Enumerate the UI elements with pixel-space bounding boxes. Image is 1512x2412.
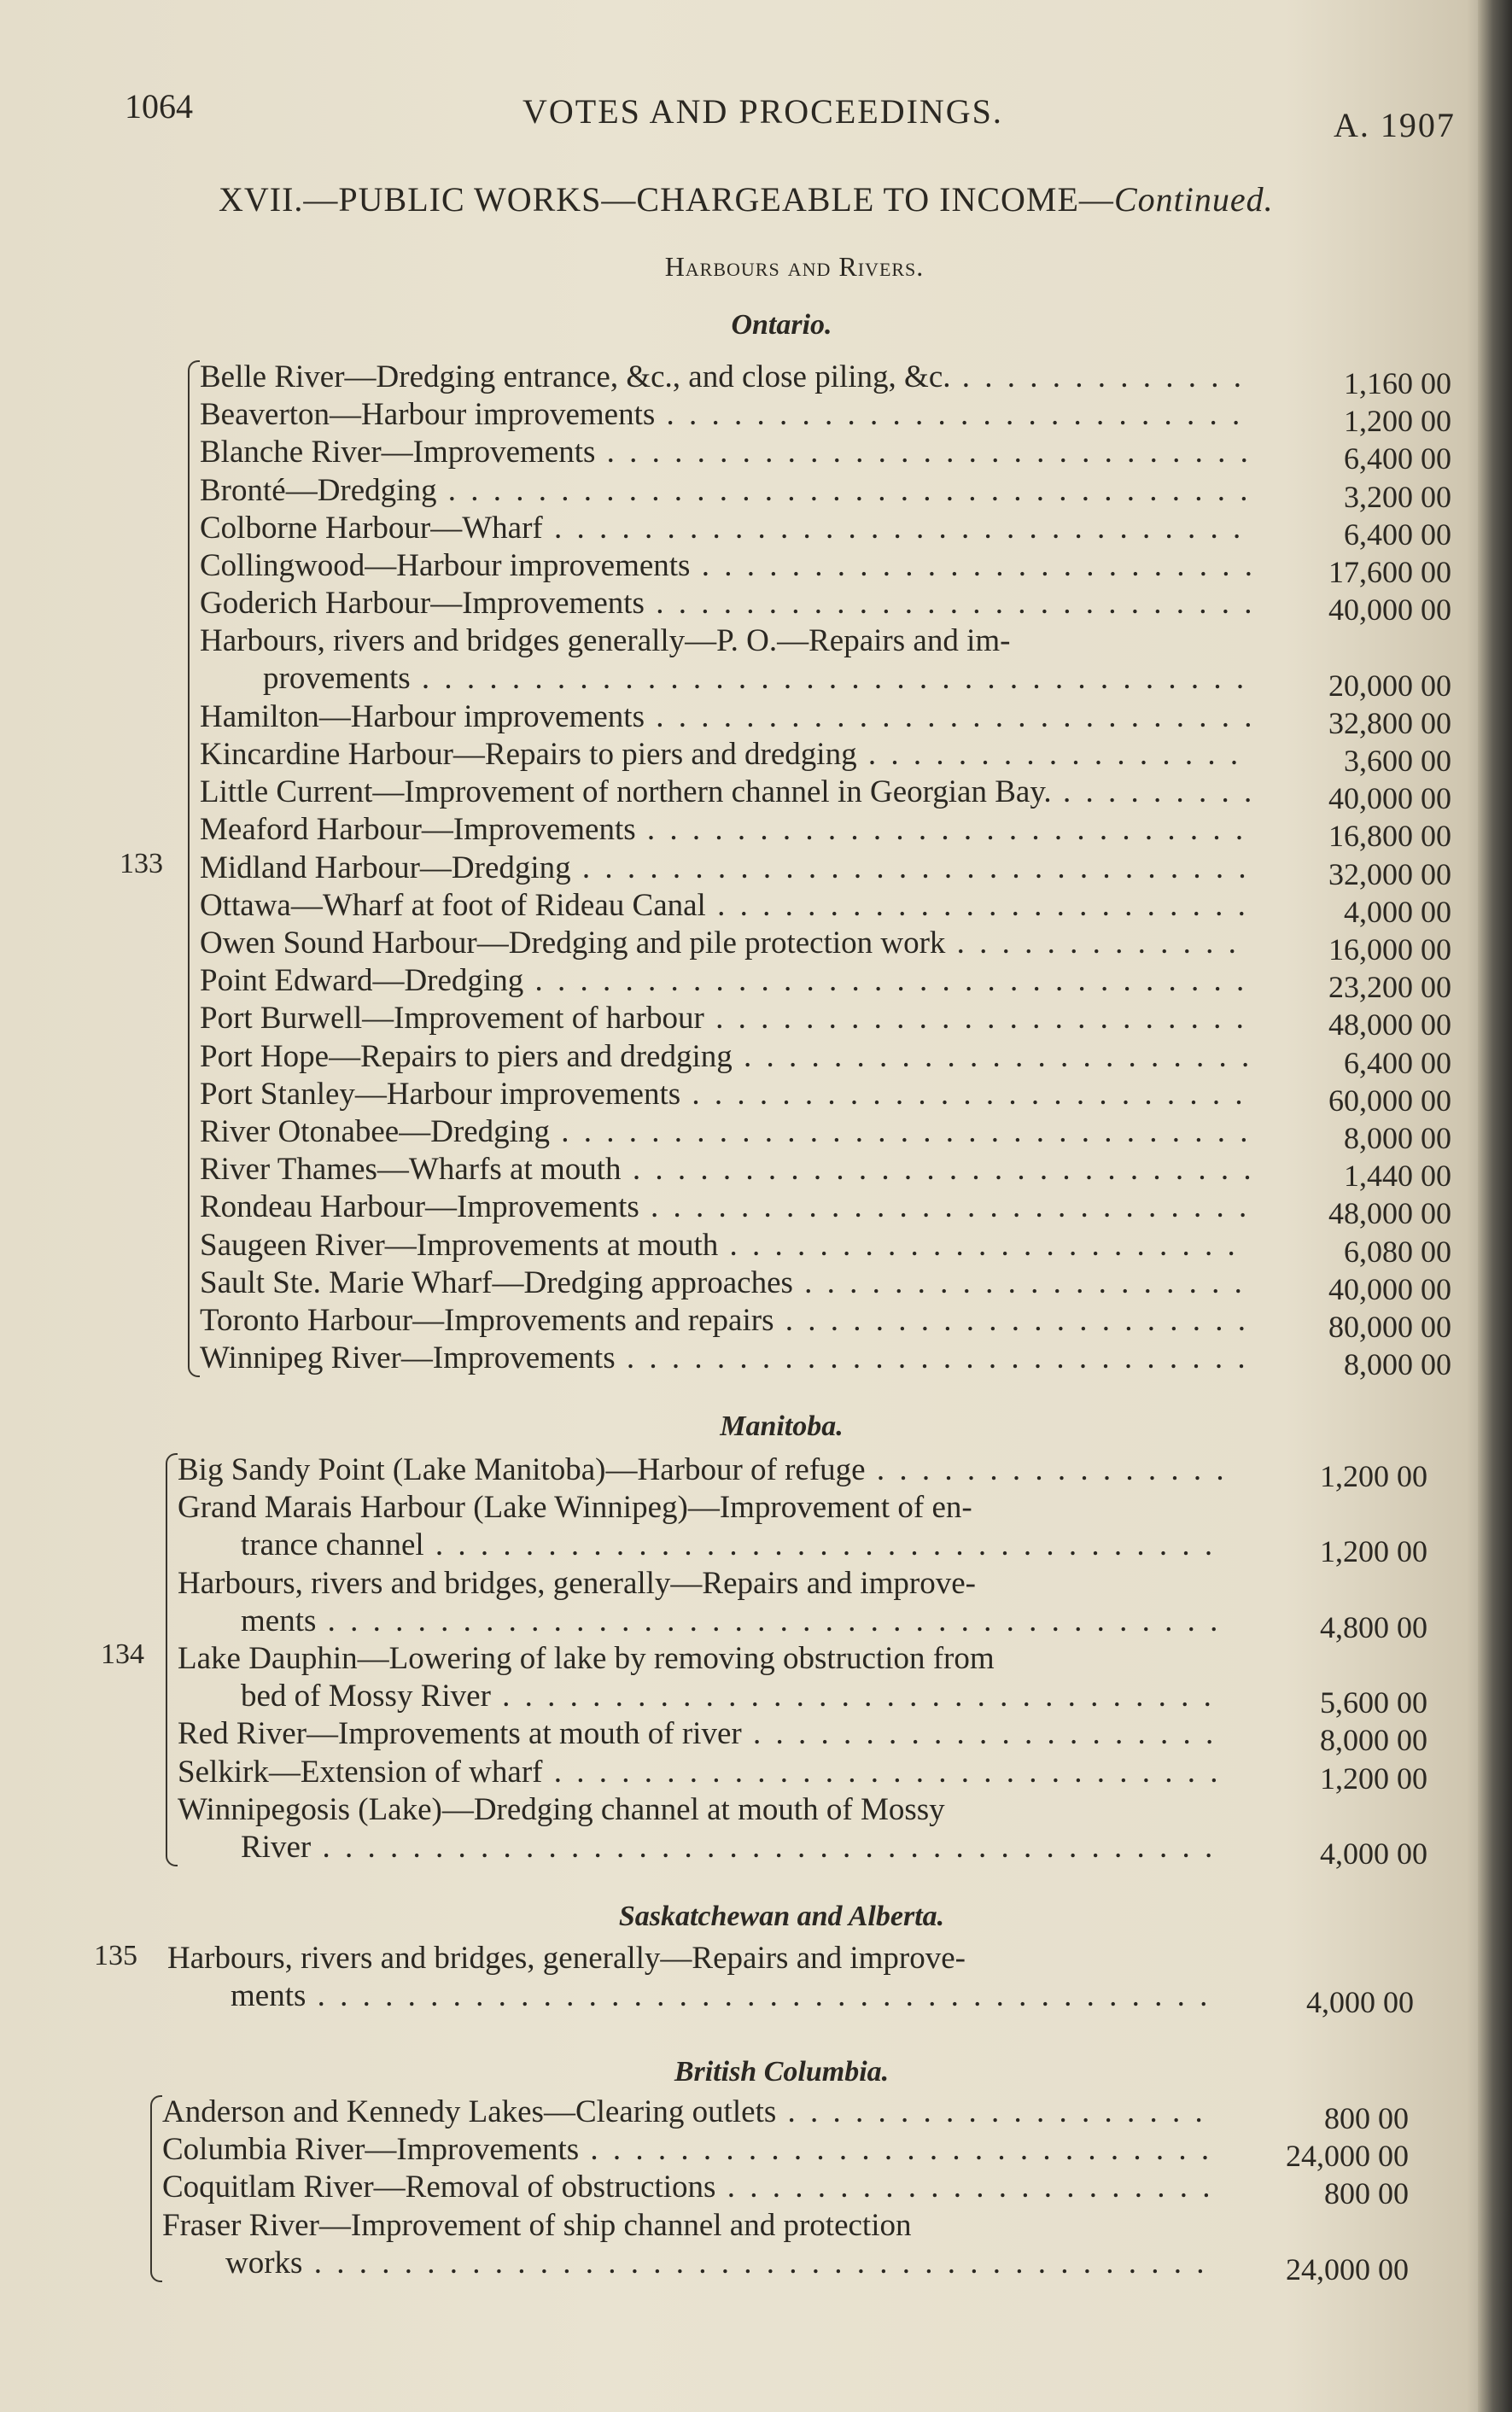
item-amount: 40,000 00 (1328, 593, 1451, 628)
item-amount: 4,000 00 (1306, 1985, 1414, 2020)
item-description: Port Stanley—Harbour improvements (200, 1076, 681, 1112)
item-description: Sault Ste. Marie Wharf—Dredging approaches (200, 1264, 793, 1300)
estimate-item (200, 1113, 1252, 1151)
item-description: Ottawa—Wharf at foot of Rideau Canal (200, 887, 706, 923)
leader-dots (866, 1452, 1224, 1487)
estimate-item (200, 510, 1252, 547)
estimate-item (200, 622, 1252, 698)
item-description: Hamilton—Harbour improvements (200, 698, 645, 734)
estimate-item (200, 811, 1252, 849)
session-year: A. 1907 (1334, 106, 1456, 144)
item-amount: 20,000 00 (1328, 668, 1451, 703)
leader-dots (774, 1303, 1252, 1338)
estimate-item (200, 1151, 1252, 1188)
leader-dots (491, 1679, 1224, 1714)
leader-dots (655, 397, 1252, 432)
item-description: Little Current—Improvement of northern channel in Georgian Bay. (200, 774, 1052, 810)
item-description: Collingwood—Harbour improvements (200, 548, 691, 583)
leader-dots (636, 812, 1252, 847)
estimate-item (178, 1565, 1224, 1640)
item-description: Midland Harbour—Dredging (200, 850, 571, 885)
book-spine-shadow (1478, 0, 1512, 2412)
item-description-continued: ments (231, 1978, 306, 2013)
estimate-item (200, 698, 1252, 736)
leader-dots (571, 850, 1252, 885)
item-amount: 8,000 00 (1344, 1347, 1451, 1382)
item-amount: 3,200 00 (1344, 479, 1451, 514)
leader-dots (951, 359, 1252, 394)
item-amount: 16,000 00 (1328, 932, 1451, 967)
item-amount: 1,160 00 (1344, 366, 1451, 400)
item-amount: 17,600 00 (1328, 555, 1451, 589)
leader-dots (1052, 774, 1252, 809)
leader-dots (616, 1340, 1252, 1375)
vote-number: 134 (101, 1638, 144, 1671)
item-description: Saugeen River—Improvements at mouth (200, 1227, 719, 1263)
item-description: Belle River—Dredging entrance, &c., and close piling, &c. (200, 359, 951, 394)
leader-dots (543, 511, 1252, 546)
item-description: Point Edward—Dredging (200, 963, 524, 999)
item-amount: 4,800 00 (1320, 1609, 1427, 1644)
estimate-item (200, 359, 1252, 396)
estimate-item (178, 1754, 1224, 1791)
item-description-continued: trance channel (241, 1527, 424, 1563)
item-description: Winnipeg River—Improvements (200, 1340, 616, 1376)
item-amount: 1,200 00 (1320, 1459, 1427, 1493)
estimate-item (200, 962, 1252, 1000)
estimate-item (178, 1715, 1224, 1753)
leader-dots (645, 699, 1252, 734)
item-amount: 1,200 00 (1320, 1534, 1427, 1569)
estimate-item (200, 736, 1252, 774)
item-description: Winnipegosis (Lake)—Dredging channel at mouth of Mossy (178, 1791, 945, 1827)
estimate-item (178, 1640, 1224, 1715)
item-amount: 5,600 00 (1320, 1685, 1427, 1720)
estimate-item (200, 396, 1252, 434)
leader-dots (622, 1152, 1252, 1187)
estimate-item (200, 547, 1252, 585)
estimate-item (162, 2169, 1212, 2206)
item-amount: 8,000 00 (1320, 1723, 1427, 1758)
item-description: Owen Sound Harbour—Dredging and pile protection work (200, 926, 946, 961)
item-amount: 3,600 00 (1344, 744, 1451, 778)
group-brace (150, 2095, 162, 2282)
leader-dots (704, 1001, 1252, 1036)
item-description: Harbours, rivers and bridges, generally—Repairs and improve- (178, 1565, 976, 1601)
leader-dots (436, 473, 1252, 508)
item-description: Fraser River—Improvement of ship channel and protection (162, 2207, 912, 2243)
estimate-item (162, 2131, 1212, 2169)
leader-dots (857, 737, 1252, 772)
leader-dots (302, 2246, 1212, 2281)
item-amount: 1,200 00 (1320, 1761, 1427, 1796)
item-amount: 32,000 00 (1328, 856, 1451, 891)
item-description: River Thames—Wharfs at mouth (200, 1152, 622, 1188)
item-amount: 23,200 00 (1328, 970, 1451, 1005)
estimate-item (200, 1340, 1252, 1377)
item-description: River Otonabee—Dredging (200, 1114, 550, 1149)
estimate-item (200, 774, 1252, 811)
item-description: Lake Dauphin—Lowering of lake by removing obstruction from (178, 1641, 995, 1676)
item-amount: 24,000 00 (1286, 2139, 1409, 2174)
item-amount: 1,200 00 (1344, 404, 1451, 439)
item-amount: 6,080 00 (1344, 1234, 1451, 1269)
leader-dots (542, 1755, 1224, 1790)
item-description: Beaverton—Harbour improvements (200, 397, 656, 433)
leader-dots (411, 661, 1252, 696)
section-title-continued: Continued. (1113, 180, 1274, 219)
leader-dots (945, 926, 1252, 961)
group-brace (188, 360, 200, 1377)
item-description: Red River—Improvements at mouth of river (178, 1716, 742, 1752)
section-title (219, 179, 1414, 219)
item-description: Blanche River—Improvements (200, 435, 596, 470)
item-description-continued: ments (241, 1603, 317, 1638)
item-description: Rondeau Harbour—Improvements (200, 1189, 639, 1225)
vote-number: 135 (94, 1940, 137, 1971)
item-amount: 80,000 00 (1328, 1310, 1451, 1344)
estimate-item (178, 1489, 1224, 1564)
item-description-continued: works (225, 2245, 303, 2281)
item-description: Harbours, rivers and bridges generally—P. O.—Repairs and im- (200, 623, 1011, 659)
section-title-main: XVII.—PUBLIC WORKS—CHARGEABLE TO INCOME— (219, 180, 1114, 219)
leader-dots (550, 1114, 1252, 1149)
vote-number: 133 (120, 847, 163, 879)
item-amount: 60,000 00 (1328, 1083, 1451, 1118)
estimate-item (200, 1038, 1252, 1076)
item-description: Bronté—Dredging (200, 472, 437, 508)
item-amount: 6,400 00 (1344, 1045, 1451, 1080)
item-description: Port Hope—Repairs to piers and dredging (200, 1038, 733, 1074)
group-brace (166, 1453, 178, 1866)
page-header (0, 81, 1512, 144)
estimate-item (162, 2207, 1212, 2282)
leader-dots (715, 2170, 1212, 2205)
estimate-item (200, 1000, 1252, 1037)
item-description: Kincardine Harbour—Repairs to piers and dredging (200, 737, 857, 772)
estimate-item (200, 1188, 1252, 1226)
item-amount: 32,800 00 (1328, 705, 1451, 740)
item-description-continued: bed of Mossy River (241, 1679, 491, 1714)
item-description: Columbia River—Improvements (162, 2132, 580, 2168)
leader-dots (793, 1265, 1252, 1300)
region-heading-saskatchewan: Saskatchewan and Alberta. (618, 1901, 945, 1932)
leader-dots (742, 1716, 1224, 1751)
item-amount: 48,000 00 (1328, 1196, 1451, 1231)
item-description: Port Burwell—Improvement of harbour (200, 1001, 704, 1037)
leader-dots (639, 1189, 1252, 1224)
estimate-item (200, 925, 1252, 962)
leader-dots (523, 963, 1252, 998)
leader-dots (424, 1527, 1224, 1562)
leader-dots (706, 888, 1252, 923)
estimate-item (200, 887, 1252, 925)
leader-dots (680, 1077, 1252, 1112)
estimate-item (162, 2094, 1212, 2131)
leader-dots (316, 1603, 1224, 1638)
item-amount: 8,000 00 (1344, 1121, 1451, 1155)
estimate-item (200, 850, 1252, 887)
estimate-item (200, 585, 1252, 622)
estimate-item (167, 1940, 1219, 2015)
item-amount: 16,800 00 (1328, 819, 1451, 854)
item-description: Big Sandy Point (Lake Manitoba)—Harbour of refuge (178, 1452, 866, 1487)
section-subtitle: Harbours and Rivers. (664, 251, 925, 282)
region-heading-manitoba: Manitoba. (720, 1410, 844, 1442)
item-description: Meaford Harbour—Improvements (200, 812, 636, 848)
item-description: Colborne Harbour—Wharf (200, 510, 543, 546)
estimate-item (200, 1264, 1252, 1302)
item-amount: 800 00 (1324, 2176, 1409, 2211)
item-description: Selkirk—Extension of wharf (178, 1754, 543, 1790)
leader-dots (311, 1830, 1224, 1865)
estimate-item (200, 434, 1252, 471)
estimate-item (200, 1227, 1252, 1264)
item-description-continued: River (241, 1829, 312, 1865)
item-amount: 24,000 00 (1286, 2251, 1409, 2286)
estimate-item (200, 1302, 1252, 1340)
item-amount: 1,440 00 (1344, 1159, 1451, 1194)
leader-dots (645, 586, 1252, 621)
region-heading-ontario: Ontario. (731, 309, 832, 341)
leader-dots (306, 1978, 1219, 2013)
item-amount: 6,400 00 (1344, 517, 1451, 552)
item-description-continued: provements (263, 661, 411, 697)
item-description: Harbours, rivers and bridges, generally—Repairs and improve- (167, 1941, 966, 1976)
estimate-item (200, 1076, 1252, 1113)
item-amount: 48,000 00 (1328, 1007, 1451, 1042)
item-amount: 6,400 00 (1344, 441, 1451, 476)
region-heading-british-columbia: British Columbia. (674, 2056, 890, 2088)
item-amount: 4,000 00 (1344, 894, 1451, 929)
running-title: VOTES AND PROCEEDINGS. (522, 92, 1003, 131)
item-description: Anderson and Kennedy Lakes—Clearing outlets (162, 2094, 777, 2129)
item-amount: 40,000 00 (1328, 781, 1451, 816)
leader-dots (690, 548, 1252, 583)
item-amount: 4,000 00 (1320, 1837, 1427, 1871)
item-amount: 800 00 (1324, 2101, 1409, 2135)
page-number: 1064 (125, 87, 193, 126)
leader-dots (595, 435, 1252, 470)
item-amount: 40,000 00 (1328, 1271, 1451, 1306)
leader-dots (776, 2094, 1212, 2129)
leader-dots (579, 2132, 1212, 2167)
estimate-item (200, 472, 1252, 510)
leader-dots (733, 1039, 1252, 1074)
item-description: Grand Marais Harbour (Lake Winnipeg)—Improvement of en- (178, 1490, 972, 1526)
item-description: Goderich Harbour—Improvements (200, 586, 645, 622)
item-description: Coquitlam River—Removal of obstructions (162, 2170, 716, 2205)
leader-dots (718, 1228, 1252, 1263)
item-description: Toronto Harbour—Improvements and repairs (200, 1303, 774, 1338)
estimate-item (178, 1791, 1224, 1866)
estimate-item (178, 1451, 1224, 1489)
